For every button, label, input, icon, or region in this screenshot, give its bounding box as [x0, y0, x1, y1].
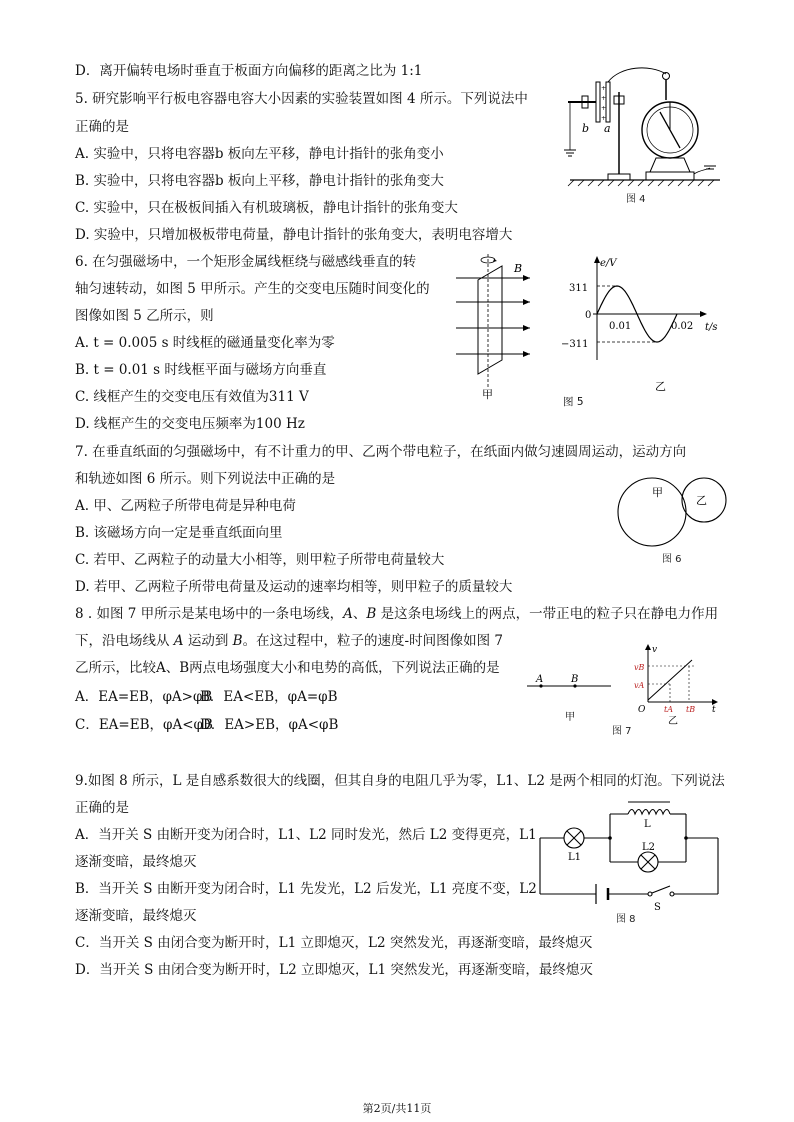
svg-text:+: + — [601, 105, 607, 112]
q8-stem-text: 8 . 如图 7 甲所示是某电场中的一条电场线， — [75, 606, 344, 622]
figure-6-particle-orbits — [610, 474, 730, 568]
q5-option-c: C. 实验中，只在极板间插入有机玻璃板，静电计指针的张角变大 — [75, 200, 458, 216]
figure-5-caption: 图 5 — [563, 396, 584, 408]
svg-text:+: + — [601, 95, 607, 102]
q7-option-a: A. 甲、乙两粒子所带电荷是异种电荷 — [75, 498, 296, 514]
figure-7-vB: vB — [634, 663, 645, 672]
q8-stem-line1 — [75, 605, 718, 623]
figure-5-x-axis-label: t/s — [705, 322, 718, 333]
q9-option-c: C．当开关 S 由闭合变为断开时，L1 立即熄灭，L2 突然发光，再逐渐变暗，最终熄灭 — [75, 935, 593, 951]
q8-stem-text: 、 — [352, 606, 367, 622]
q6-stem-line3: 图像如图 5 乙所示，则 — [75, 308, 214, 324]
figure-7-caption: 图 7 — [612, 726, 632, 737]
figure-7-x-axis-label: t — [712, 705, 716, 715]
q9-option-b-line1: B．当开关 S 由断开变为闭合时，L1 先发光，L2 后发光，L1 亮度不变，L2 — [75, 881, 537, 897]
q7-option-c: C. 若甲、乙两粒子的动量大小相等，则甲粒子所带电荷量较大 — [75, 552, 445, 568]
figure-5-y-axis-label: e/V — [600, 258, 617, 269]
figure-7-label-A: A — [536, 674, 544, 685]
figure-5-tick-t2: 0.02 — [671, 321, 694, 332]
q8-option-c: C．EA=EB，φA<φB — [75, 717, 213, 733]
figure-8-label-L2: L2 — [642, 842, 656, 853]
q8-stem-text: 是这条电场线上的两点，一带正电的粒子只在静电力作用 — [376, 606, 719, 622]
q8-stem-text: 运动到 — [183, 633, 233, 649]
figure-4-label-a: a — [604, 122, 611, 135]
q8-point-a: A — [173, 633, 184, 649]
figure-7-tA: tA — [664, 705, 673, 714]
q7-option-b: B. 该磁场方向一定是垂直纸面向里 — [75, 525, 283, 541]
page-footer: 第2页/共11页 — [362, 1102, 432, 1115]
q8-point-a: A — [343, 606, 353, 622]
q5-option-a: A. 实验中，只将电容器b 板向左平移，静电计指针的张角变小 — [75, 146, 444, 162]
figure-7-label-jia: 甲 — [565, 712, 575, 723]
q9-stem-line2: 正确的是 — [75, 800, 129, 816]
q6-option-c: C. 线框产生的交变电压有效值为311 V — [75, 389, 309, 405]
q6-stem-line1: 6. 在匀强磁场中，一个矩形金属线框绕与磁感线垂直的转 — [75, 254, 417, 270]
q9-option-a-line2: 逐渐变暗，最终熄灭 — [75, 854, 197, 870]
q9-option-b-line2: 逐渐变暗，最终熄灭 — [75, 908, 197, 924]
figure-5-jia-rotating-coil — [450, 250, 545, 400]
q8-point-b: B — [232, 633, 243, 649]
q4-option-d: D．离开偏转电场时垂直于板面方向偏移的距离之比为 1:1 — [75, 63, 423, 79]
figure-5-tick-t1: 0.01 — [609, 321, 632, 332]
q5-option-b: B. 实验中，只将电容器b 板向上平移，静电计指针的张角变大 — [75, 173, 444, 189]
figure-7-y-axis-label: v — [652, 645, 658, 655]
figure-8-label-L1: L1 — [568, 852, 582, 863]
q7-stem-line2: 和轨迹如图 6 所示。则下列说法中正确的是 — [75, 471, 336, 487]
figure-5-tick-pos: 311 — [569, 283, 589, 294]
figure-8-caption: 图 8 — [616, 914, 636, 925]
q5-stem-line1: 5. 研究影响平行板电容器电容大小因素的实验装置如图 4 所示。下列说法中 — [75, 91, 528, 107]
figure-7-vA: vA — [634, 681, 645, 690]
figure-6-caption: 图 6 — [662, 554, 682, 565]
q5-stem-line2: 正确的是 — [75, 119, 129, 135]
figure-5-label-yi: 乙 — [655, 380, 666, 393]
q7-stem-line1: 7. 在垂直纸面的匀强磁场中，有不计重力的甲、乙两个带电粒子，在纸面内做匀速圆周运动，运动方向 — [75, 444, 687, 460]
q5-option-d: D. 实验中，只增加极板带电荷量，静电计指针的张角变大，表明电容增大 — [75, 227, 513, 243]
figure-5-origin: 0 — [585, 310, 592, 321]
q8-stem-line2 — [75, 632, 503, 650]
q9-option-d: D．当开关 S 由闭合变为断开时，L2 立即熄灭，L1 突然发光，再逐渐变暗，最终熄灭 — [75, 962, 593, 978]
q9-option-a-line1: A．当开关 S 由断开变为闭合时，L1、L2 同时发光，然后 L2 变得更亮，L1 — [75, 827, 537, 843]
figure-5-tick-neg: −311 — [561, 339, 589, 350]
figure-4-label-b: b — [582, 122, 590, 135]
figure-5-label-B: B — [514, 262, 523, 275]
figure-7-label-yi: 乙 — [668, 716, 678, 727]
q8-stem-text: 下，沿电场线从 — [75, 633, 174, 649]
q6-option-b: B. t = 0.01 s 时线框平面与磁场方向垂直 — [75, 362, 327, 378]
q8-stem-text: 。在这过程中，粒子的速度-时间图像如图 7 — [242, 633, 504, 649]
q6-option-d: D. 线框产生的交变电压频率为100 Hz — [75, 416, 305, 432]
figure-8-circuit — [536, 794, 726, 926]
svg-text:+: + — [601, 115, 607, 122]
figure-4-capacitor-apparatus — [560, 62, 730, 212]
q6-stem-line2: 轴匀速转动，如图 5 甲所示。产生的交变电压随时间变化的 — [75, 281, 430, 297]
q6-option-a: A. t = 0.005 s 时线框的磁通量变化率为零 — [75, 335, 335, 351]
figure-6-label-jia: 甲 — [652, 486, 663, 499]
figure-6-label-yi: 乙 — [696, 494, 707, 507]
figure-7-jia-field-line — [525, 668, 615, 724]
q8-point-b: B — [366, 606, 377, 622]
q8-option-d: D．EA>EB，φA<φB — [200, 717, 339, 733]
q8-option-b: B．EA<EB，φA=φB — [200, 689, 338, 705]
figure-5-label-jia: 甲 — [482, 388, 493, 401]
figure-8-label-S: S — [654, 902, 661, 913]
figure-7-yi-velocity-graph — [608, 640, 728, 740]
figure-4-caption: 图 4 — [626, 194, 646, 205]
figure-5-yi-voltage-graph — [545, 252, 718, 414]
q9-stem-line1: 9.如图 8 所示，L 是自感系数很大的线圈，但其自身的电阻几乎为零，L1、L2 是两个相同的灯泡。下列说法 — [75, 773, 725, 789]
figure-7-tB: tB — [686, 705, 696, 714]
figure-7-origin: O — [638, 705, 646, 715]
svg-text:+: + — [601, 85, 607, 92]
q7-option-d: D. 若甲、乙两粒子所带电荷量及运动的速率均相等，则甲粒子的质量较大 — [75, 579, 513, 595]
figure-8-label-L: L — [644, 819, 651, 830]
q8-stem-line3: 乙所示，比较A、B两点电场强度大小和电势的高低，下列说法正确的是 — [75, 660, 500, 676]
q8-option-a: A．EA=EB，φA>φB — [75, 689, 213, 705]
figure-7-label-B: B — [571, 674, 579, 685]
